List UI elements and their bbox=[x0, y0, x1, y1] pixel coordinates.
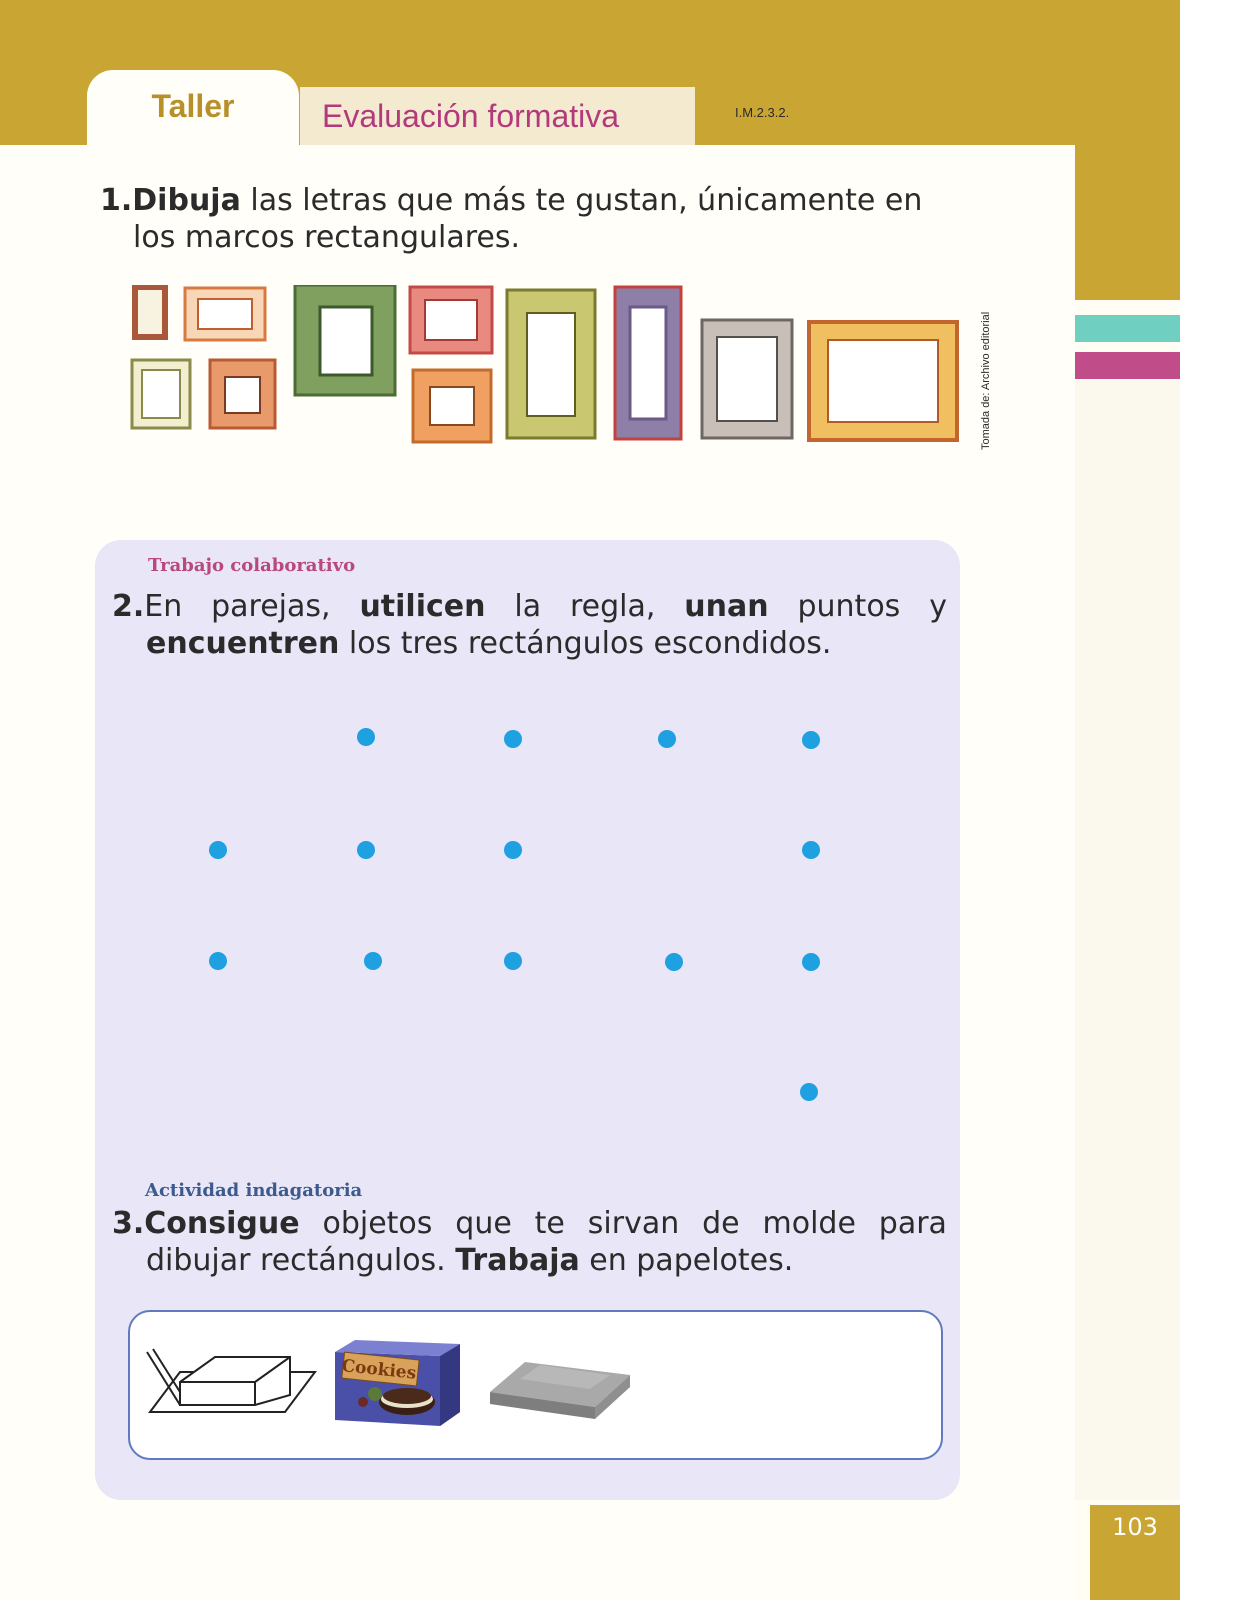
grid-dot[interactable] bbox=[802, 731, 820, 749]
question-2-line-1 bbox=[112, 588, 947, 625]
question-2-line-2 bbox=[112, 625, 947, 662]
next-page-edge bbox=[1075, 380, 1180, 1500]
frame-10 bbox=[702, 320, 792, 438]
grid-dot[interactable] bbox=[665, 953, 683, 971]
side-band bbox=[1075, 0, 1180, 300]
grid-dot[interactable] bbox=[209, 841, 227, 859]
question-1-line-1 bbox=[100, 182, 980, 219]
word: y bbox=[929, 589, 947, 624]
word: parejas, bbox=[211, 589, 331, 624]
word: molde bbox=[762, 1206, 856, 1241]
word: objetos bbox=[322, 1206, 433, 1241]
verb-utilicen: utilicen bbox=[359, 589, 486, 624]
grid-dot[interactable] bbox=[504, 730, 522, 748]
frame-1 bbox=[135, 287, 165, 337]
frame-11 bbox=[809, 322, 957, 440]
pink-strip bbox=[1075, 352, 1180, 379]
question-3-line-2 bbox=[112, 1242, 947, 1279]
question-3 bbox=[112, 1205, 947, 1279]
question-number: 3. bbox=[112, 1206, 145, 1241]
cookie-box-image bbox=[335, 1334, 465, 1434]
question-2-text: los tres rectángulos escondidos. bbox=[339, 626, 832, 661]
collab-label: Trabajo colaborativo bbox=[148, 555, 356, 576]
grid-dot[interactable] bbox=[209, 952, 227, 970]
inquiry-label: Actividad indagatoria bbox=[145, 1180, 363, 1201]
word: En bbox=[144, 589, 183, 624]
verb-trabaja: Trabaja bbox=[455, 1243, 580, 1278]
question-number: 2. bbox=[112, 589, 145, 624]
cookie-box-label: Cookies bbox=[340, 1356, 418, 1384]
grid-dot[interactable] bbox=[357, 728, 375, 746]
objects-box bbox=[128, 1310, 943, 1460]
word: regla, bbox=[569, 589, 656, 624]
frame-9 bbox=[615, 287, 681, 439]
verb-encuentren: encuentren bbox=[146, 626, 340, 661]
tab-taller: Taller bbox=[87, 70, 299, 150]
grid-dot[interactable] bbox=[658, 730, 676, 748]
question-number: 1. bbox=[100, 183, 133, 218]
question-2 bbox=[112, 588, 947, 662]
word: la bbox=[514, 589, 542, 624]
teal-strip bbox=[1075, 315, 1180, 342]
frame-7 bbox=[413, 370, 491, 442]
verb-dibuja: Dibuja bbox=[132, 183, 241, 218]
word: sirvan bbox=[587, 1206, 680, 1241]
grid-dot[interactable] bbox=[802, 841, 820, 859]
word: te bbox=[534, 1206, 565, 1241]
question-3-line-1 bbox=[112, 1205, 947, 1242]
frame-8 bbox=[507, 290, 595, 438]
question-1-line-2: los marcos rectangulares. bbox=[133, 220, 521, 255]
grid-dot[interactable] bbox=[504, 952, 522, 970]
question-3-text: dibujar rectángulos. bbox=[146, 1243, 456, 1278]
question-1-text: las letras que más te gustan, únicamente en bbox=[240, 183, 923, 218]
word: puntos bbox=[797, 589, 901, 624]
grid-dot[interactable] bbox=[802, 953, 820, 971]
frame-4 bbox=[210, 360, 275, 428]
verb-consigue: Consigue bbox=[144, 1206, 300, 1241]
verb-unan: unan bbox=[684, 589, 769, 624]
word: que bbox=[455, 1206, 512, 1241]
matchbox-image bbox=[485, 1357, 635, 1427]
question-3-text-end: en papelotes. bbox=[579, 1243, 794, 1278]
word: de bbox=[702, 1206, 740, 1241]
grid-dot[interactable] bbox=[800, 1083, 818, 1101]
grid-dot[interactable] bbox=[364, 952, 382, 970]
indicator-code: I.M.2.3.2. bbox=[735, 105, 790, 120]
frames-illustration bbox=[125, 285, 965, 455]
image-credit: Tomada de: Archivo editorial bbox=[980, 311, 992, 450]
tab-evaluacion: Evaluación formativa bbox=[300, 87, 695, 145]
frame-6 bbox=[410, 287, 492, 353]
question-1 bbox=[100, 182, 980, 256]
page-number: 103 bbox=[1090, 1505, 1180, 1600]
box-outline-drawing bbox=[145, 1337, 320, 1437]
word: para bbox=[878, 1206, 947, 1241]
frame-2 bbox=[185, 288, 265, 340]
grid-dot[interactable] bbox=[357, 841, 375, 859]
grid-dot[interactable] bbox=[504, 841, 522, 859]
frame-3 bbox=[132, 360, 190, 428]
frame-5 bbox=[295, 285, 395, 395]
